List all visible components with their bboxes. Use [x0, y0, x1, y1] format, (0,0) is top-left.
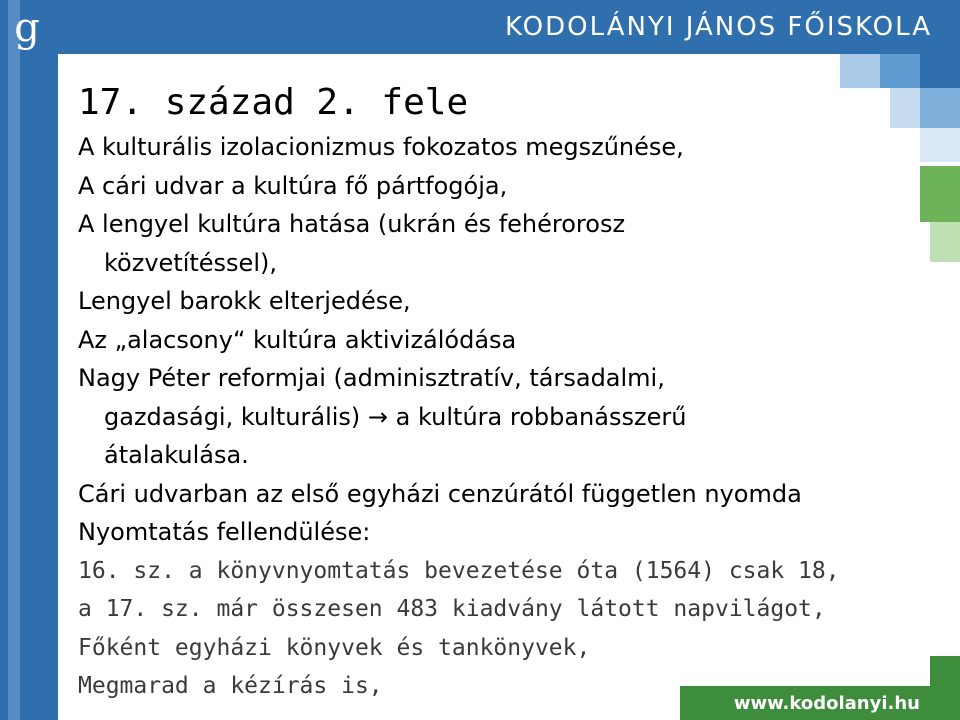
- mosaic-tile: [890, 88, 920, 128]
- mosaic-tile: [920, 54, 960, 88]
- bullet-line: A kulturális izolacionizmus fokozatos megszűnése,: [78, 133, 684, 161]
- bullet-line: Lengyel barokk elterjedése,: [78, 287, 411, 315]
- slide-content: [78, 128, 958, 706]
- bullet-line: Főként egyházi könyvek és tankönyvek,: [78, 634, 591, 661]
- top-brand-bar: [58, 0, 960, 54]
- bullet-line: közvetítéssel),: [104, 248, 277, 277]
- bullet-line: A cári udvar a kultúra fő pártfogója,: [78, 171, 508, 200]
- bullet-line: Cári udvarban az első egyházi cenzúrától független nyomda: [78, 479, 802, 508]
- bullet-line: Nagy Péter reformjai (adminisztratív, társadalmi,: [78, 364, 665, 392]
- mosaic-tile: [840, 54, 880, 88]
- bullet-line: Az „alacsony“ kultúra aktivizálódása: [78, 325, 517, 354]
- bullet-line: gazdasági, kulturális) → a kultúra robbanásszerű: [104, 402, 687, 431]
- bullet-line: 16. sz. a könyvnyomtatás bevezetése óta (1564) csak 18,: [78, 557, 840, 584]
- bullet-line: Nyomtatás fellendülése:: [78, 518, 371, 546]
- footer-url: www.kodolanyi.hu: [733, 693, 920, 714]
- logo-icon: g: [14, 5, 40, 51]
- bullet-line: Megmarad a kézírás is,: [78, 673, 383, 699]
- bullet-line: átalakulása.: [104, 441, 249, 469]
- slide-title: 17. század 2. fele: [78, 82, 469, 123]
- bullet-line: A lengyel kultúra hatása (ukrán és fehérorosz: [78, 210, 626, 238]
- mosaic-tile: [920, 88, 960, 128]
- mosaic-tile: [880, 54, 920, 88]
- bullet-line: a 17. sz. már összesen 483 kiadvány látott napvilágot,: [78, 596, 826, 622]
- left-bar-stripe: [8, 0, 20, 720]
- left-brand-bar: [0, 0, 58, 720]
- school-name: KODOLÁNYI JÁNOS FŐISKOLA: [505, 12, 932, 42]
